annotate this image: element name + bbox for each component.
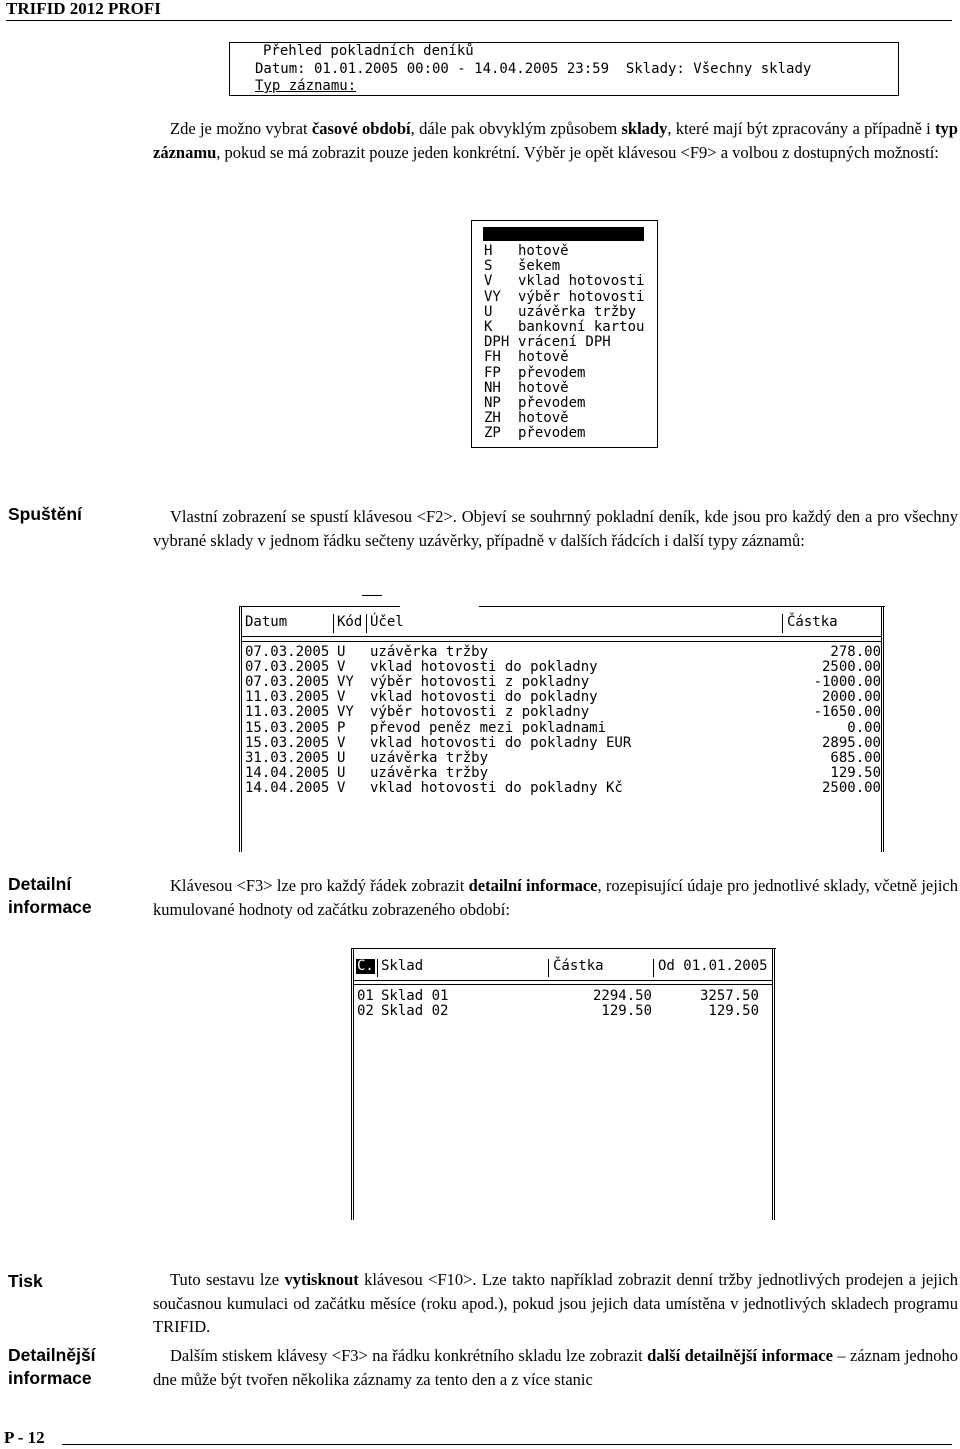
sklad-cell-c: 01: [357, 988, 374, 1004]
col-castka-sklad[interactable]: Částka: [553, 958, 604, 974]
typ-label[interactable]: převodem: [518, 364, 586, 381]
denik-cell-kod: P: [337, 719, 346, 736]
sklady-term: sklady: [621, 119, 668, 138]
page-number: P - 12: [4, 1428, 45, 1447]
typ-code[interactable]: H: [484, 243, 493, 259]
selected-row-bar: [483, 227, 644, 241]
typ-code[interactable]: VY: [484, 288, 501, 305]
denik-cell-kod: U: [337, 764, 346, 781]
casove-obdobi: časové období: [311, 119, 411, 138]
typ-select-list[interactable]: [471, 220, 658, 448]
typ-code[interactable]: FH: [484, 349, 501, 366]
denik-cell-ucel: vklad hotovosti do pokladny: [370, 689, 598, 706]
side-detailni-informace: Detailní informace: [8, 874, 92, 917]
denik-cell-datum: 11.03.2005: [245, 689, 330, 706]
sklad-cell-castka: 129.50: [601, 1003, 652, 1020]
denik-cell-datum: 15.03.2005: [245, 719, 330, 736]
denik-cell-castka: -1000.00: [813, 674, 881, 691]
sklady-table: [351, 948, 776, 1220]
denik-cell-datum: 14.04.2005: [245, 779, 330, 796]
sklad-cell-od: 129.50: [708, 1003, 759, 1020]
typ-code[interactable]: K: [484, 319, 493, 335]
typ-label[interactable]: hotově: [518, 243, 569, 259]
denik-cell-kod: V: [337, 659, 346, 676]
typ-code[interactable]: NH: [484, 379, 501, 396]
typ-label[interactable]: uzávěrka tržby: [518, 303, 637, 320]
sklad-cell-sklad: Sklad 02: [381, 1003, 449, 1020]
typ-code[interactable]: FP: [484, 364, 501, 381]
denik-cell-ucel: uzávěrka tržby: [370, 644, 489, 660]
typ-code[interactable]: U: [484, 303, 493, 320]
denik-cell-kod: V: [337, 689, 346, 706]
typ-zaznamu-term: typ záznamu: [153, 119, 958, 162]
denik-cell-kod: U: [337, 644, 346, 660]
denik-cell-kod: VY: [337, 674, 354, 691]
typ-label[interactable]: převodem: [518, 425, 586, 442]
typ-label[interactable]: hotově: [518, 410, 569, 427]
denik-cell-ucel: vklad hotovosti do pokladny Kč: [370, 779, 623, 796]
denik-cell-datum: 14.04.2005: [245, 764, 330, 781]
col-datum[interactable]: Datum: [245, 614, 288, 630]
denik-cell-kod: VY: [337, 704, 354, 721]
sklad-cell-od: 3257.50: [699, 988, 759, 1004]
denik-cell-castka: 2500.00: [821, 659, 881, 676]
spusteni-paragraph: Vlastní zobrazení se spustí klávesou <F2>. Objeví se souhrnný pokladní deník, kde jsou pro každý den a pro všechny vybrané sklady v jednom řádku sečteny uzávěrky, případně v dalších řádcích i další typy záznamů:: [153, 507, 958, 550]
sklad-cell-c: 02: [357, 1003, 374, 1020]
denik-cell-ucel: výběr hotovosti z pokladny: [370, 674, 590, 691]
denik-cell-kod: U: [337, 749, 346, 766]
footer-rule: [62, 1444, 952, 1445]
denik-cell-datum: 07.03.2005: [245, 659, 330, 676]
intro-paragraph: Zde je možno vybrat časové období, dále pak obvyklým způsobem sklady, které mají být zpracovány a případně i typ záznamu, pokud se má zobrazit pouze jeden konkrétní. Výběr je opět klávesou <F9> a volbou z dostupných možností:: [153, 119, 958, 162]
denik-cell-castka: 278.00: [830, 644, 881, 660]
col-c: Č.: [357, 958, 374, 974]
col-sklad[interactable]: Sklad: [381, 958, 424, 974]
typ-label[interactable]: vrácení DPH: [518, 334, 611, 351]
side-spusteni: Spuštění: [8, 504, 82, 524]
vytisknout-term: vytisknout: [284, 1270, 359, 1289]
typ-label[interactable]: bankovní kartou: [518, 319, 645, 335]
denik-table: [237, 600, 885, 852]
denik-cell-castka: 2000.00: [821, 689, 881, 706]
header-title: TRIFID 2012 PROFI: [6, 0, 161, 18]
prehled-typ-line[interactable]: Typ záznamu:: [255, 78, 357, 94]
denik-cell-castka: 685.00: [830, 749, 881, 766]
detailnejsi-paragraph: Dalším stiskem klávesy <F3> na řádku konkrétního skladu lze zobrazit další detailnější informace – záznam jednoho dne může být tvořen několika záznamy za tento den a z více stanic: [153, 1346, 958, 1389]
typ-code[interactable]: ZP: [484, 425, 501, 442]
denik-cell-datum: 07.03.2005: [245, 674, 330, 691]
denik-cell-ucel: vklad hotovosti do pokladny EUR: [370, 734, 632, 751]
typ-code[interactable]: ZH: [484, 410, 501, 427]
prehled-title: Přehled pokladních deníků: [263, 43, 474, 59]
detailni-informace-term: detailní informace: [468, 876, 598, 895]
denik-cell-castka: -1650.00: [813, 704, 881, 721]
typ-code[interactable]: NP: [484, 395, 501, 411]
typ-label[interactable]: šekem: [518, 258, 561, 275]
denik-cell-ucel: uzávěrka tržby: [370, 764, 489, 781]
col-castka[interactable]: Částka: [787, 614, 838, 630]
col-kod[interactable]: Kód: [337, 614, 363, 630]
dalsi-detailnejsi-informace-term: další detailnější informace: [647, 1346, 833, 1365]
detail-paragraph: Klávesou <F3> lze pro každý řádek zobrazit detailní informace, rozepisující údaje pro jednotlivé sklady, včetně jejich kumulované hodnoty od začátku zobrazeného období:: [153, 876, 958, 919]
denik-cell-datum: 11.03.2005: [245, 704, 330, 721]
denik-cell-kod: V: [337, 734, 346, 751]
typ-code[interactable]: S: [484, 258, 493, 275]
sklad-cell-sklad: Sklad 01: [381, 988, 449, 1004]
denik-cell-ucel: převod peněz mezi pokladnami: [370, 719, 607, 736]
typ-label[interactable]: hotově: [518, 349, 569, 366]
denik-cell-ucel: uzávěrka tržby: [370, 749, 489, 766]
denik-cell-ucel: výběr hotovosti z pokladny: [370, 704, 590, 721]
denik-cell-castka: 0.00: [847, 719, 881, 736]
side-tisk: Tisk: [8, 1271, 43, 1291]
denik-cell-datum: 07.03.2005: [245, 644, 330, 660]
denik-cell-kod: V: [337, 779, 346, 796]
sklad-cell-castka: 2294.50: [592, 988, 652, 1004]
page-header: [6, 0, 952, 21]
typ-code[interactable]: V: [484, 273, 493, 290]
typ-label[interactable]: hotově: [518, 379, 569, 396]
col-ucel[interactable]: Účel: [370, 614, 404, 630]
denik-cell-castka: 129.50: [830, 764, 881, 781]
prehled-dialog: [229, 42, 899, 96]
denik-cell-castka: 2500.00: [821, 779, 881, 796]
denik-cell-castka: 2895.00: [821, 734, 881, 751]
typ-label[interactable]: výběr hotovosti: [518, 288, 645, 305]
denik-cell-datum: 31.03.2005: [245, 749, 330, 766]
typ-label[interactable]: vklad hotovosti: [518, 273, 645, 290]
typ-label[interactable]: převodem: [518, 395, 586, 411]
col-od[interactable]: Od 01.01.2005: [658, 958, 768, 974]
tisk-paragraph: Tuto sestavu lze vytisknout klávesou <F10>. Lze takto například zobrazit denní tržby jednotlivých prodejen a jejich současnou kumulaci od začátku měsíce (roku apod.), pokud jsou jejich data umístěna v jednotlivých skladech programu TRIFID.: [153, 1270, 958, 1336]
typ-code[interactable]: DPH: [484, 334, 510, 351]
denik-cell-datum: 15.03.2005: [245, 734, 330, 751]
side-detailnejsi-informace: Detailnější informace: [8, 1345, 96, 1388]
prehled-datum-line[interactable]: Datum: 01.01.2005 00:00 - 14.04.2005 23:59 Sklady: Všechny sklady: [255, 61, 812, 77]
denik-cell-ucel: vklad hotovosti do pokladny: [370, 659, 598, 676]
